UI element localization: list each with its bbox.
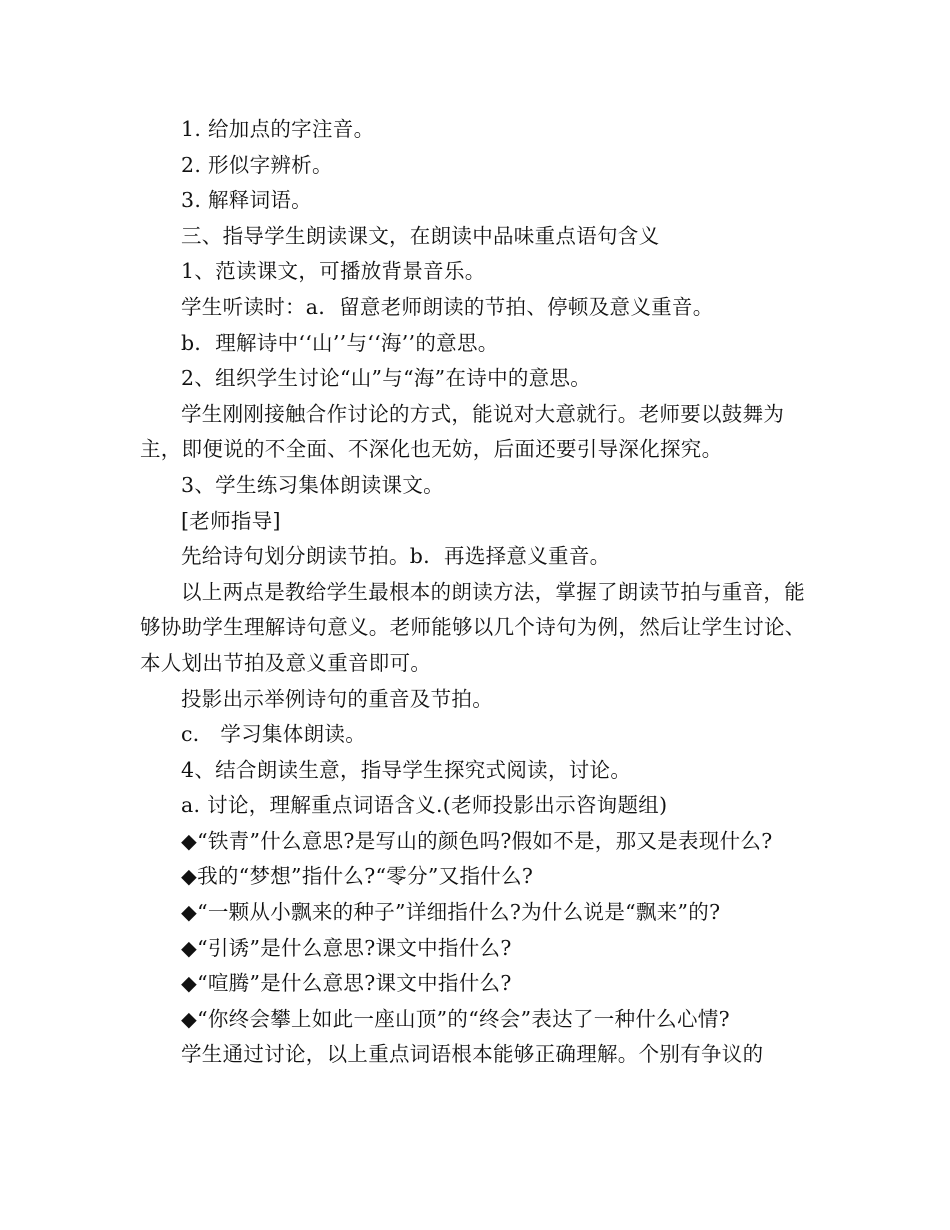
paragraph: 以上两点是教给学生最根本的朗读方法，掌握了朗读节拍与重音，能够协助学生理解诗句意义。老师能够以几个诗句为例，然后让学生讨论、本人划出节拍及意义重音即可。: [140, 579, 806, 675]
question-item: ◆“铁青”什么意思?是写山的颜色吗?假如不是，那又是表现什么?: [181, 828, 773, 853]
section-heading: 三、指导学生朗读课文，在朗读中品味重点语句含义: [181, 223, 660, 248]
question-item: ◆“喧腾”是什么意思?课文中指什么?: [181, 971, 512, 996]
paragraph: 2、组织学生讨论“山”与“海”在诗中的意思。: [181, 366, 592, 391]
paragraph: 1、范读课文，可播放背景音乐。: [181, 259, 486, 284]
paragraph: 学生通过讨论，以上重点词语根本能够正确理解。个别有争议的: [181, 1042, 764, 1067]
paragraph: a. 讨论，理解重点词语含义.(老师投影出示咨询题组): [181, 793, 668, 818]
paragraph: 1. 给加点的字注音。: [181, 117, 375, 141]
question-item: ◆“一颗从小飘来的种子”详细指什么?为什么说是“飘来”的?: [181, 900, 721, 925]
paragraph: 先给诗句划分朗读节拍。b．再选择意义重音。: [181, 544, 611, 569]
paragraph: c． 学习集体朗读。: [181, 722, 366, 747]
paragraph: 投影出示举例诗句的重音及节拍。: [181, 686, 493, 711]
question-item: ◆“引诱”是什么意思?课文中指什么?: [181, 935, 512, 960]
question-item: ◆我的“梦想”指什么?“零分”又指什么?: [181, 864, 534, 889]
paragraph: 学生听读时：a．留意老师朗读的节拍、停顿及意义重音。: [181, 294, 714, 319]
document-body: [140, 112, 820, 1073]
question-item: ◆“你终会攀上如此一座山顶”的“终会”表达了一种什么心情?: [181, 1006, 730, 1031]
paragraph: 4、结合朗读生意，指导学生探究式阅读，讨论。: [181, 757, 632, 782]
paragraph: 2. 形似字辨析。: [181, 152, 333, 177]
paragraph: 3. 解释词语。: [181, 188, 312, 213]
paragraph: 3、学生练习集体朗读课文。: [181, 472, 444, 497]
paragraph: b．理解诗中‘‘山’’与‘‘海’’的意思。: [181, 330, 499, 355]
paragraph: 学生刚刚接触合作讨论的方式，能说对大意就行。老师要以鼓舞为主，即便说的不全面、不深化也无妨，后面还要引导深化探究。: [140, 401, 785, 462]
paragraph: [老师指导]: [181, 508, 281, 533]
